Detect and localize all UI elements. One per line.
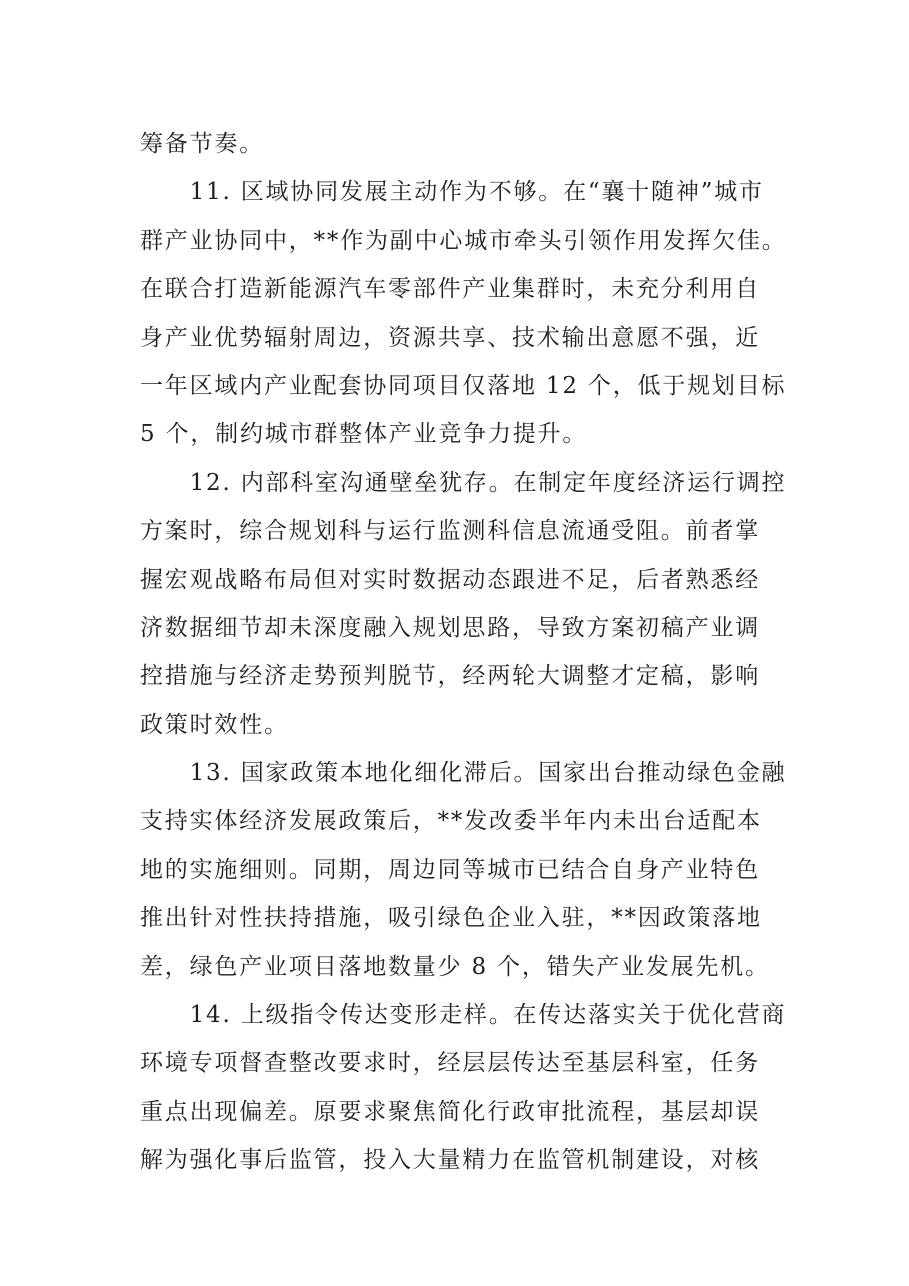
text-line: 身产业优势辐射周边，资源共享、技术输出意愿不强，近	[140, 324, 760, 351]
text-line: 地的实施细则。同期，周边同等城市已结合自身产业特色	[140, 856, 760, 883]
paragraph-13-heading-line: 13. 国家政策本地化细化滞后。国家出台推动绿色金融	[140, 760, 787, 787]
text-line: 群产业协同中，**作为副中心城市牵头引领作用发挥欠佳。	[140, 227, 787, 254]
paragraph-12-heading-line: 12. 内部科室沟通壁垒犹存。在制定年度经济运行调控	[140, 469, 787, 496]
document-body	[140, 120, 787, 1185]
text-line: 一年区域内产业配套协同项目仅落地 12 个，低于规划目标	[140, 372, 787, 399]
text-line: 环境专项督查整改要求时，经层层传达至基层科室，任务	[140, 1050, 760, 1077]
text-line: 握宏观战略布局但对实时数据动态跟进不足，后者熟悉经	[140, 566, 760, 593]
text-line: 支持实体经济发展政策后，**发改委半年内未出台适配本	[140, 808, 762, 835]
text-line: 5 个，制约城市群整体产业竞争力提升。	[140, 421, 588, 448]
text-line: 济数据细节却未深度融入规划思路，导致方案初稿产业调	[140, 614, 760, 641]
paragraph-14-heading-line: 14. 上级指令传达变形走样。在传达落实关于优化营商	[140, 1002, 787, 1029]
text-line: 政策时效性。	[140, 711, 289, 738]
text-line: 重点出现偏差。原要求聚焦简化行政审批流程，基层却误	[140, 1098, 760, 1125]
text-line: 方案时，综合规划科与运行监测科信息流通受阻。前者掌	[140, 518, 760, 545]
text-line: 在联合打造新能源汽车零部件产业集群时，未充分利用自	[140, 276, 760, 303]
text-line: 筹备节奏。	[140, 131, 264, 157]
text-line: 解为强化事后监管，投入大量精力在监管机制建设，对核	[140, 1147, 760, 1174]
paragraph-11-heading-line: 11. 区域协同发展主动作为不够。在“襄十随神”城市	[140, 179, 764, 206]
text-line: 控措施与经济走势预判脱节，经两轮大调整才定稿，影响	[140, 663, 760, 690]
text-line: 差，绿色产业项目落地数量少 8 个，错失产业发展先机。	[140, 953, 770, 980]
text-line: 推出针对性扶持措施，吸引绿色企业入驻，**因政策落地	[140, 905, 762, 932]
